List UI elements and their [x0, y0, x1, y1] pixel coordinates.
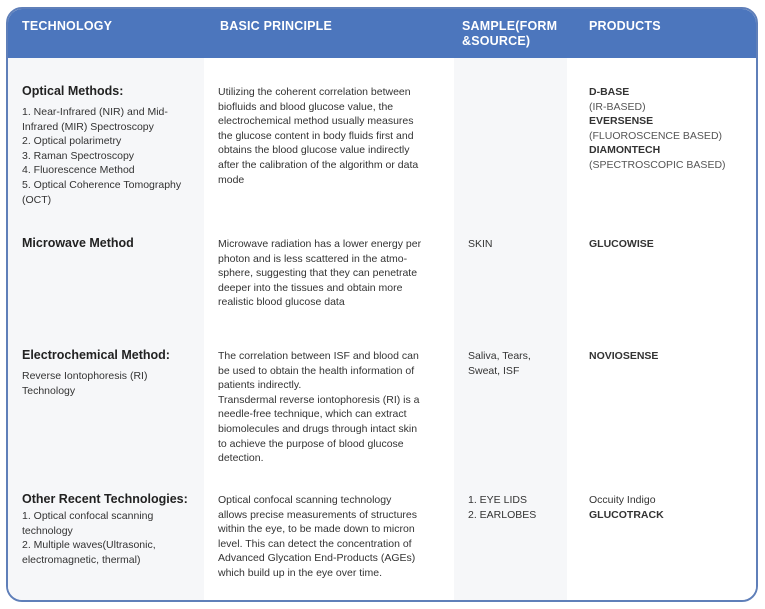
list-item: Reverse Iontophoresis (RI): [22, 370, 148, 382]
sample-line: 1. EYE LIDS: [468, 494, 527, 506]
row4-sample: [468, 493, 564, 522]
row3-technology: [22, 347, 202, 398]
row4-technology: [22, 491, 207, 567]
principle-line: realistic blood glucose data: [218, 296, 345, 309]
sample-line: Saliva, Tears,: [468, 350, 531, 362]
row1-technology: [22, 83, 202, 207]
header-technology: TECHNOLOGY: [22, 19, 113, 33]
header-sample: [462, 19, 557, 49]
principle-line: level. This can detect the concentration of: [218, 537, 412, 550]
principle-line: electrochemical method usually measures: [218, 115, 414, 128]
row1-products: [589, 85, 758, 173]
list-item: 1. Near-Infrared (NIR) and Mid-: [22, 106, 168, 118]
row3-sample: [468, 349, 564, 378]
header-products: PRODUCTS: [589, 19, 661, 33]
principle-line: the glucose content in body fluids first and: [218, 129, 414, 142]
table-header: [8, 9, 756, 58]
row4-products: [589, 493, 758, 522]
list-item: Infrared (MIR) Spectroscopy: [22, 120, 154, 133]
row3-title: Electrochemical Method:: [22, 348, 170, 362]
principle-line: be used to obtain the health information of: [218, 364, 415, 377]
principle-line: Advanced Glycation End-Products (AGEs): [218, 552, 416, 565]
product-note: (SPECTROSCOPIC BASED): [589, 158, 726, 171]
header-sample-line2: &SOURCE): [462, 34, 531, 48]
principle-line: needle-free technique, which can extract: [218, 408, 407, 421]
sample-line: 2. EARLOBES: [468, 508, 537, 521]
list-item: 2. Optical polarimetry: [22, 135, 122, 148]
list-item: 2. Multiple waves(Ultrasonic,: [22, 539, 156, 552]
principle-line: Microwave radiation has a lower energy per: [218, 238, 422, 250]
product-name: EVERSENSE: [589, 115, 654, 128]
principle-line: Transdermal reverse iontophoresis (RI) is a: [218, 393, 420, 406]
comparison-table: [6, 7, 758, 602]
principle-line: sphere, suggesting that they can penetrate: [218, 267, 418, 280]
principle-line: Utilizing the coherent correlation between: [218, 86, 411, 98]
product-name: NOVIOSENSE: [589, 350, 659, 362]
row2-principle: [218, 237, 450, 310]
list-item: Technology: [22, 384, 76, 397]
row1-principle: [218, 85, 450, 187]
header-sample-line1: SAMPLE(FORM: [462, 19, 558, 33]
principle-line: obtains the blood glucose value indirectly: [218, 144, 410, 157]
principle-line: allows precise measurements of structures: [218, 508, 417, 521]
row1-title: Optical Methods:: [22, 84, 124, 98]
product-name: DIAMONTECH: [589, 144, 661, 157]
list-item: 1. Optical confocal scanning: [22, 510, 154, 522]
row2-technology: [22, 235, 202, 257]
row2-title: Microwave Method: [22, 236, 134, 250]
principle-line: patients indirectly.: [218, 379, 302, 392]
principle-line: The correlation between ISF and blood can: [218, 350, 419, 362]
principle-line: Optical confocal scanning technology: [218, 494, 392, 506]
principle-line: which build up in the eye over time.: [218, 566, 383, 579]
list-item: 3. Raman Spectroscopy: [22, 149, 135, 162]
row4-title: Other Recent Technologies:: [22, 492, 188, 506]
row3-principle: [218, 349, 450, 466]
principle-line: photon and is less scattered in the atmo-: [218, 252, 408, 265]
principle-line: deeper into the tissues and obtain more: [218, 281, 403, 294]
principle-line: after the calibration of the algorithm or data: [218, 158, 419, 171]
row2-sample: [468, 237, 564, 252]
principle-line: biofluids and blood glucose value, the: [218, 100, 394, 113]
product-name: D-BASE: [589, 86, 630, 98]
list-item: (OCT): [22, 193, 52, 206]
product-note: (FLUOROSCENCE BASED): [589, 129, 723, 142]
product-name: GLUCOTRACK: [589, 508, 664, 521]
principle-line: to achieve the purpose of blood glucose: [218, 437, 404, 450]
list-item: technology: [22, 524, 73, 537]
principle-line: biomolecules and drugs through intact skin: [218, 422, 418, 435]
principle-line: detection.: [218, 452, 264, 465]
product-name: GLUCOWISE: [589, 238, 654, 250]
principle-line: mode: [218, 173, 245, 186]
product-note: (IR-BASED): [589, 100, 646, 113]
list-item: 4. Fluorescence Method: [22, 164, 135, 177]
row4-principle: [218, 493, 450, 581]
sample-line: SKIN: [468, 238, 493, 250]
sample-line: Sweat, ISF: [468, 364, 520, 377]
list-item: electromagnetic, thermal): [22, 553, 141, 566]
row3-products: [589, 349, 758, 364]
product-name: Occuity Indigo: [589, 494, 656, 506]
row2-products: [589, 237, 758, 252]
header-principle: BASIC PRINCIPLE: [220, 19, 333, 33]
list-item: 5. Optical Coherence Tomography: [22, 178, 182, 191]
principle-line: within the eye, to be made down to micron: [218, 523, 415, 536]
